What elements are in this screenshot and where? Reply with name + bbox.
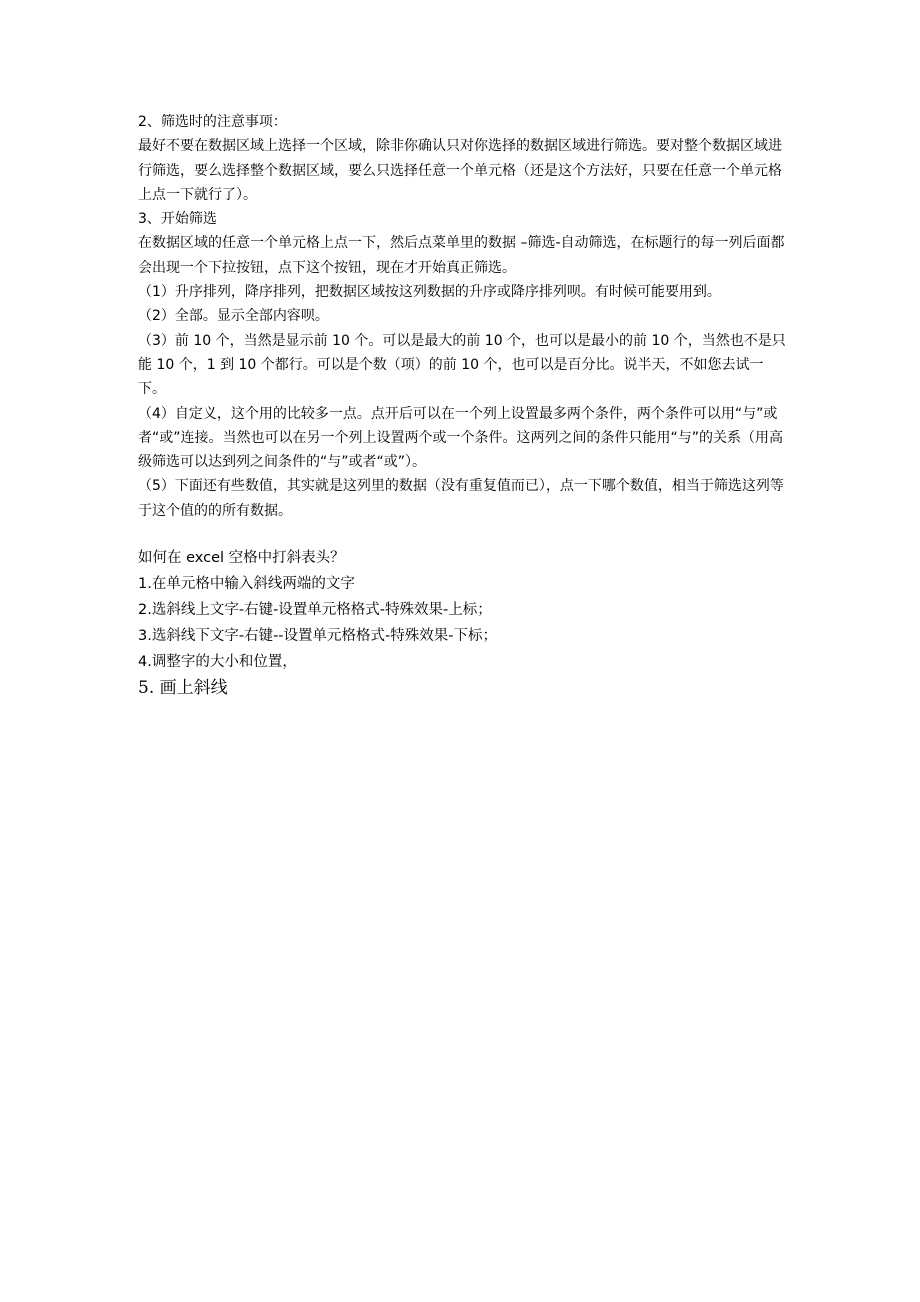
step-2: 2.选斜线上文字-右键-设置单元格格式-特殊效果-上标；	[138, 602, 492, 619]
step-5: 5. 画上斜线	[138, 678, 228, 699]
step-1: 1.在单元格中输入斜线两端的文字	[138, 576, 355, 593]
paragraph-spacer	[138, 523, 788, 545]
paragraph-filter-notes: 最好不要在数据区域上选择一个区域，除非你确认只对你选择的数据区域进行筛选。要对整个数据区域进行筛选，要么选择整个数据区域，要么只选择任意一个单元格（还是这个方法好，只要在任意一个单元格上点一下就行了）。	[138, 138, 782, 203]
document-body	[138, 110, 788, 701]
paragraph-start-filter: 在数据区域的任意一个单元格上点一下，然后点菜单里的数据 –筛选-自动筛选，在标题行的每一列后面都会出现一个下拉按钮，点下这个按钮，现在才开始真正筛选。	[138, 235, 785, 276]
list-item-sort: （1）升序排列，降序排列，把数据区域按这列数据的升序或降序排列呗。有时候可能要用到。	[138, 284, 721, 301]
section-heading-start-filter: 3、开始筛选	[138, 211, 217, 228]
list-item-top-10: （3）前 10 个，当然是显示前 10 个。可以是最大的前 10 个，也可以是最小的前 10 个，当然也不是只能 10 个，1 到 10 个都行。可以是个数（项）的前 10 个，也可以是百分比。说半天，不如您去试一下。	[138, 332, 786, 398]
list-item-values: （5）下面还有些数值，其实就是这列里的数据（没有重复值而已），点一下哪个数值，相当于筛选这列等于这个值的的所有数据。	[138, 478, 784, 519]
list-item-all: （2）全部。显示全部内容呗。	[138, 308, 329, 325]
step-4: 4.调整字的大小和位置，	[138, 654, 297, 671]
section-title-slash-header: 如何在 excel 空格中打斜表头？	[138, 550, 345, 567]
slash-header-section	[138, 545, 788, 701]
step-3: 3.选斜线下文字-右键--设置单元格格式-特殊效果-下标；	[138, 628, 497, 645]
list-item-custom: （4）自定义，这个用的比较多一点。点开后可以在一个列上设置最多两个条件，两个条件可以用“与”或者“或”连接。当然也可以在另一个列上设置两个或一个条件。这两列之间的条件只能用“与”的关系（用高级筛选可以达到列之间条件的“与”或者“或”）。	[138, 405, 784, 471]
section-heading-filter-notes: 2、筛选时的注意事项：	[138, 114, 287, 130]
